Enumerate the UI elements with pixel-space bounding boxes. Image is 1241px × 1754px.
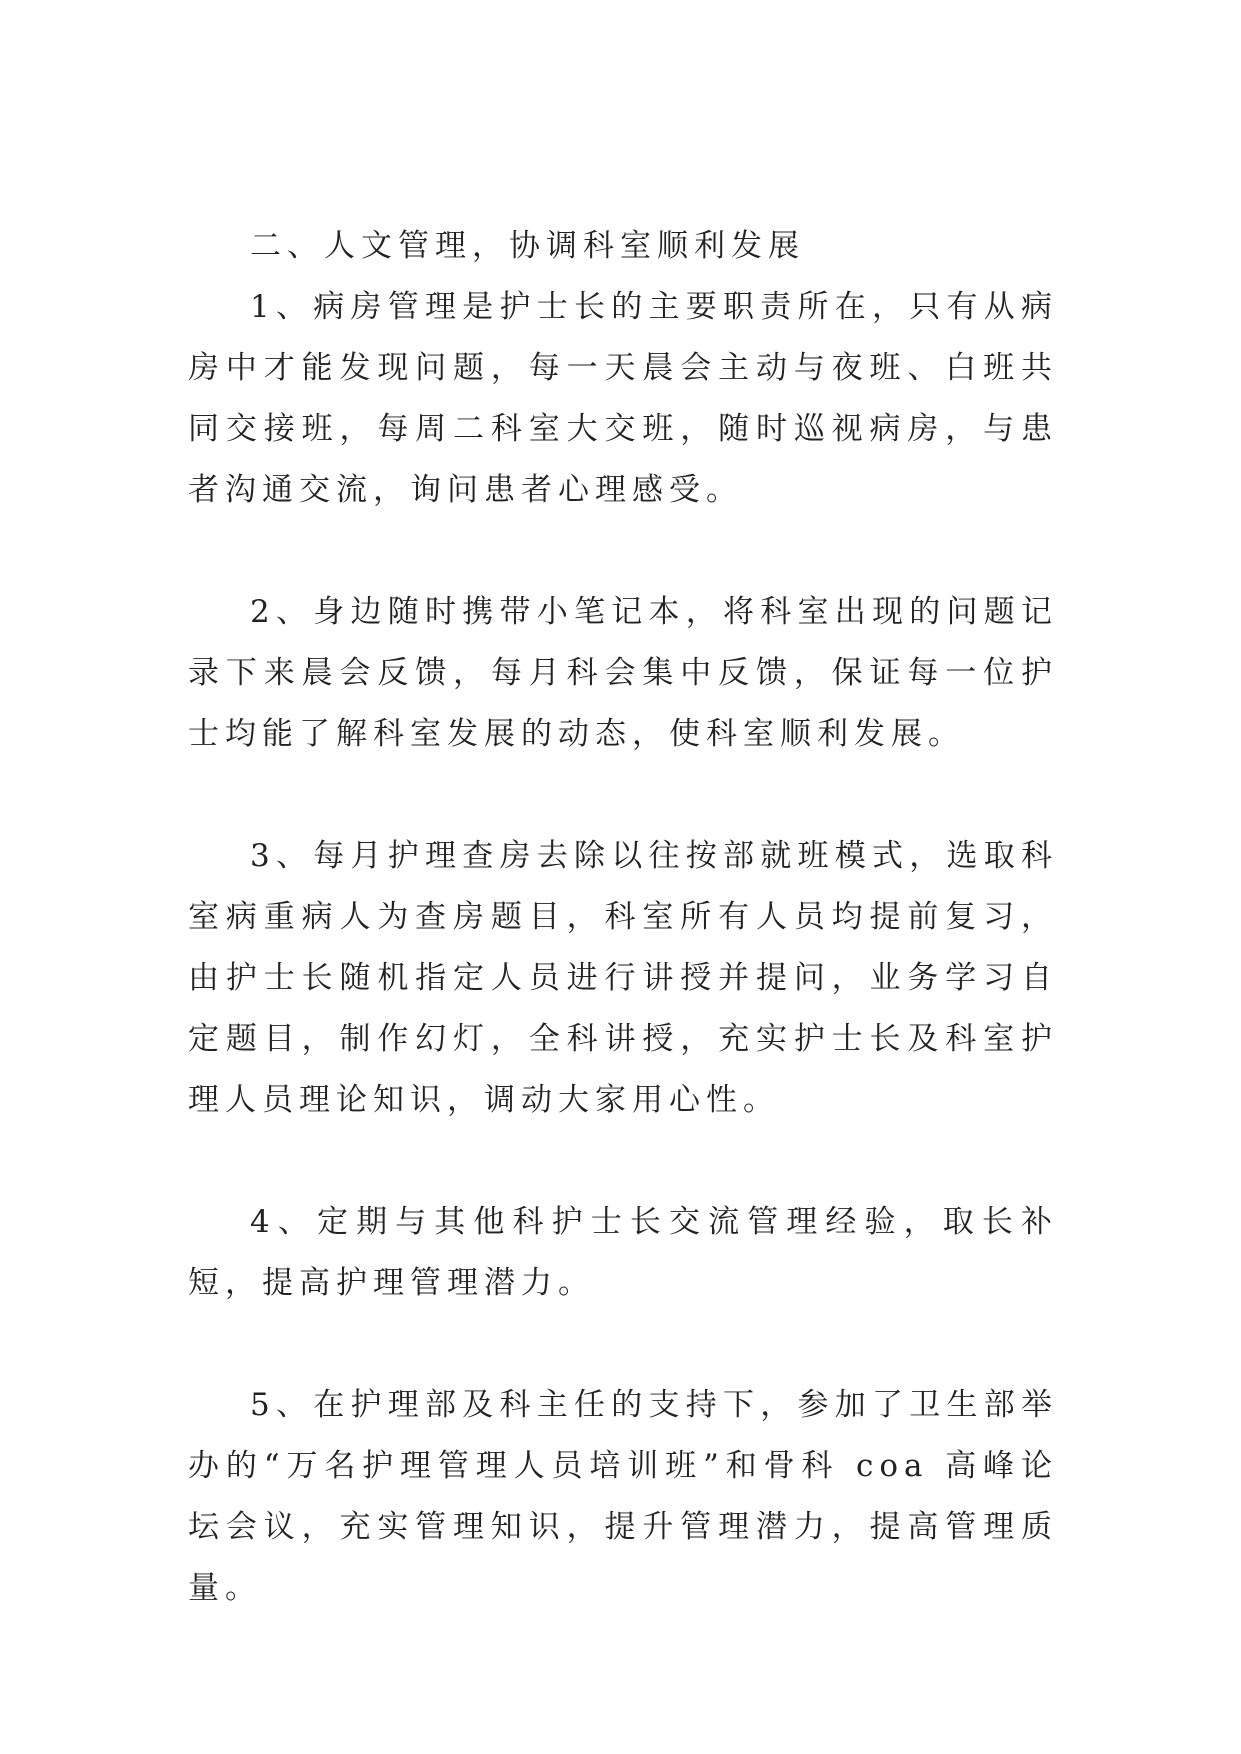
- document-body: [188, 216, 1058, 1619]
- paragraph-1: 1、病房管理是护士长的主要职责所在，只有从病房中才能发现问题，每一天晨会主动与夜班、白班共同交接班，每周二科室大交班，随时巡视病房，与患者沟通交流，询问患者心理感受。: [188, 289, 1058, 508]
- paragraph-4: 4、定期与其他科护士长交流管理经验，取长补短，提高护理管理潜力。: [188, 1204, 1058, 1301]
- paragraph-3: 3、每月护理查房去除以往按部就班模式，选取科室病重病人为查房题目，科室所有人员均提前复习，由护士长随机指定人员进行讲授并提问，业务学习自定题目，制作幻灯，全科讲授，充实护士长及科室护理人员理论知识，调动大家用心性。: [188, 838, 1058, 1118]
- paragraph-2: 2、身边随时携带小笔记本，将科室出现的问题记录下来晨会反馈，每月科会集中反馈，保证每一位护士均能了解科室发展的动态，使科室顺利发展。: [188, 594, 1058, 752]
- section-heading: 二、人文管理，协调科室顺利发展: [250, 228, 805, 264]
- paragraph-5: 5、在护理部及科主任的支持下，参加了卫生部举办的“万名护理管理人员培训班”和骨科 coa 高峰论坛会议，充实管理知识，提升管理潜力，提高管理质量。: [188, 1387, 1058, 1606]
